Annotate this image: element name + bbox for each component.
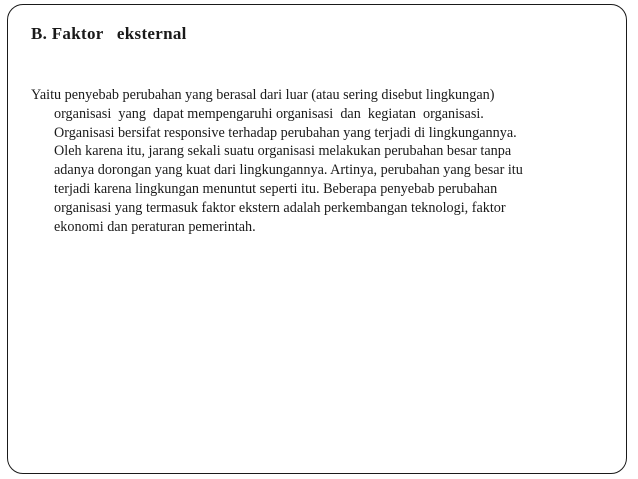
body-paragraph — [31, 86, 591, 236]
paragraph-line: Oleh karena itu, jarang sekali suatu organisasi melakukan perubahan besar tanpa — [54, 143, 512, 160]
slide-heading: B. Faktor eksternal — [31, 24, 187, 43]
paragraph-line: adanya dorongan yang kuat dari lingkungannya. Artinya, perubahan yang besar itu — [54, 162, 523, 179]
paragraph-line: organisasi yang dapat mempengaruhi organisasi dan kegiatan organisasi. — [54, 105, 484, 122]
paragraph-line: ekonomi dan peraturan pemerintah. — [54, 218, 256, 235]
paragraph-line: organisasi yang termasuk faktor ekstern adalah perkembangan teknologi, faktor — [54, 199, 506, 216]
paragraph-line: Yaitu penyebab perubahan yang berasal dari luar (atau sering disebut lingkungan) — [31, 87, 495, 103]
paragraph-line: terjadi karena lingkungan menuntut seperti itu. Beberapa penyebab perubahan — [54, 180, 498, 197]
paragraph-line: Organisasi bersifat responsive terhadap perubahan yang terjadi di lingkungannya. — [54, 124, 517, 141]
slide-frame — [7, 4, 627, 474]
